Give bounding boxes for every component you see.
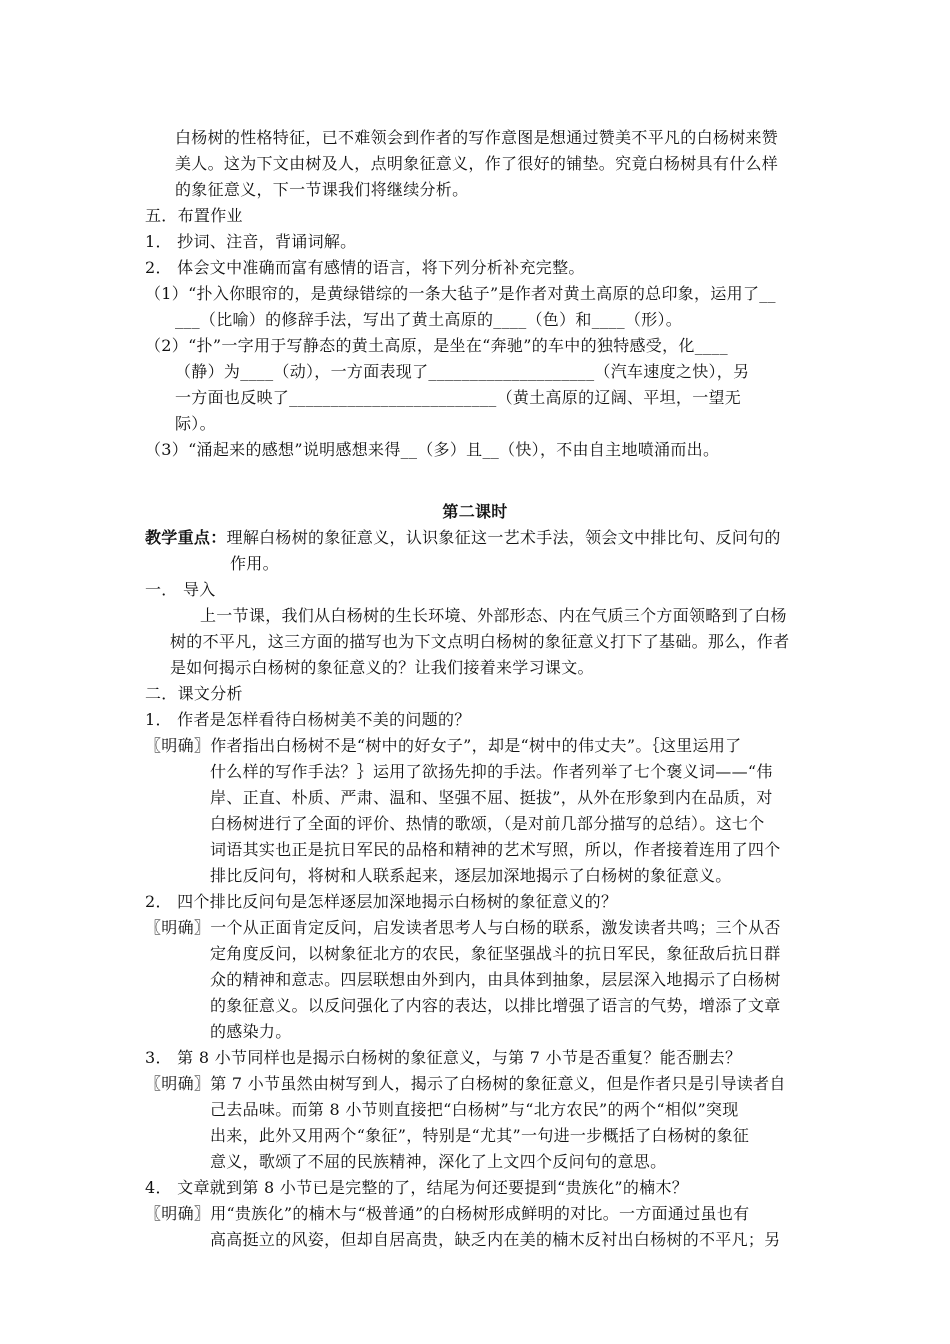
list-item: 1． 抄词、注音，背诵词解。 (145, 232, 357, 251)
answer-line: 的感染力。 (210, 1022, 292, 1041)
answer-line: 白杨树进行了全面的评价、热情的歌颂，（是对前几部分描写的总结）。这七个 (210, 814, 765, 833)
answer-line: 高高挺立的风姿，但却自居高贵，缺乏内在美的楠木反衬出白杨树的不平凡；另 (210, 1230, 781, 1249)
paragraph-line: 白杨树的性格特征，已不难领会到作者的写作意图是想通过赞美不平凡的白杨树来赞 (175, 128, 779, 147)
teaching-focus-text: 理解白杨树的象征意义，认识象征这一艺术手法，领会文中排比句、反问句的 (226, 528, 781, 547)
paragraph-line: 树的不平凡，这三方面的描写也为下文点明白杨树的象征意义打下了基础。那么，作者 (170, 632, 790, 651)
answer-line: 众的精神和意志。四层联想由外到内，由具体到抽象，层层深入地揭示了白杨树 (210, 970, 781, 989)
section-heading: 二．课文分析 (145, 684, 243, 703)
paragraph-line: 的象征意义，下一节课我们将继续分析。 (175, 180, 469, 199)
answer-line: 的象征意义。以反问强化了内容的表达，以排比增强了语言的气势，增添了文章 (210, 996, 781, 1015)
lesson-title: 第二课时 (442, 502, 508, 521)
exercise-line: ___（比喻）的修辞手法，写出了黄土高原的____（色）和____（形）。 (175, 310, 683, 329)
list-item: 2． 体会文中准确而富有感情的语言，将下列分析补充完整。 (145, 258, 585, 277)
answer-line: 己去品味。而第 8 小节则直接把“白杨树”与“北方农民”的两个“相似”突现 (210, 1100, 739, 1119)
section-heading: 一． 导入 (145, 580, 216, 599)
exercise-line: 际）。 (175, 414, 216, 433)
exercise-line: 一方面也反映了_________________________（黄土高原的辽阔、平坦，一望无 (175, 388, 742, 407)
question: 1． 作者是怎样看待白杨树美不美的问题的？ (145, 710, 471, 729)
answer-line: 〖明确〗作者指出白杨树不是“树中的好女子”，却是“树中的伟丈夫”。｛这里运用了 (145, 736, 742, 755)
paragraph-line: 美人。这为下文由树及人，点明象征意义，作了很好的铺垫。究竟白杨树具有什么样 (175, 154, 779, 173)
answer-line: 意义，歌颂了不屈的民族精神，深化了上文四个反问句的意思。 (210, 1152, 667, 1171)
answer-line: 〖明确〗用“贵族化”的楠木与“极普通”的白杨树形成鲜明的对比。一方面通过虽也有 (145, 1204, 750, 1223)
paragraph-line: 是如何揭示白杨树的象征意义的？让我们接着来学习课文。 (170, 658, 594, 677)
teaching-focus (145, 526, 781, 550)
answer-line: 出来，此外又用两个“象征”，特别是“尤其”一句进一步概括了白杨树的象征 (210, 1126, 750, 1145)
answer-line: 排比反问句，将树和人联系起来，逐层加深地揭示了白杨树的象征意义。 (210, 866, 732, 885)
answer-line: 岸、正直、朴质、严肃、温和、坚强不屈、挺拔”，从外在形象到内在品质，对 (210, 788, 773, 807)
teaching-focus-label: 教学重点： (145, 528, 227, 547)
answer-line: 什么样的写作手法？｝运用了欲扬先抑的手法。作者列举了七个褒义词——“伟 (210, 762, 773, 781)
exercise-line: （1）“扑入你眼帘的，是黄绿错综的一条大毡子”是作者对黄土高原的总印象，运用了__ (145, 284, 776, 303)
answer-line: 词语其实也正是抗日军民的品格和精神的艺术写照，所以，作者接着连用了四个 (210, 840, 781, 859)
exercise-line: （2）“扑”一字用于写静态的黄土高原，是坐在“奔驰”的车中的独特感受，化____ (145, 336, 728, 355)
paragraph-line: 上一节课，我们从白杨树的生长环境、外部形态、内在气质三个方面领略到了白杨 (200, 606, 787, 625)
answer-line: 定角度反问，以树象征北方的农民，象征坚强战斗的抗日军民，象征敌后抗日群 (210, 944, 781, 963)
question: 3． 第 8 小节同样也是揭示白杨树的象征意义，与第 7 小节是否重复？能否删去？ (145, 1048, 742, 1067)
section-heading: 五．布置作业 (145, 206, 243, 225)
exercise-line: （3）“涌起来的感想”说明感想来得__（多）且__（快），不由自主地喷涌而出。 (145, 440, 720, 459)
paragraph-line: 作用。 (230, 554, 279, 573)
question: 4． 文章就到第 8 小节已是完整的了，结尾为何还要提到“贵族化”的楠木？ (145, 1178, 689, 1197)
question: 2． 四个排比反问句是怎样逐层加深地揭示白杨树的象征意义的？ (145, 892, 618, 911)
exercise-line: （静）为____（动），一方面表现了____________________（汽车速度之快），另 (175, 362, 750, 381)
answer-line: 〖明确〗一个从正面肯定反问，启发读者思考人与白杨的联系，激发读者共鸣；三个从否 (145, 918, 781, 937)
answer-line: 〖明确〗第 7 小节虽然由树写到人，揭示了白杨树的象征意义，但是作者只是引导读者自 (145, 1074, 786, 1093)
